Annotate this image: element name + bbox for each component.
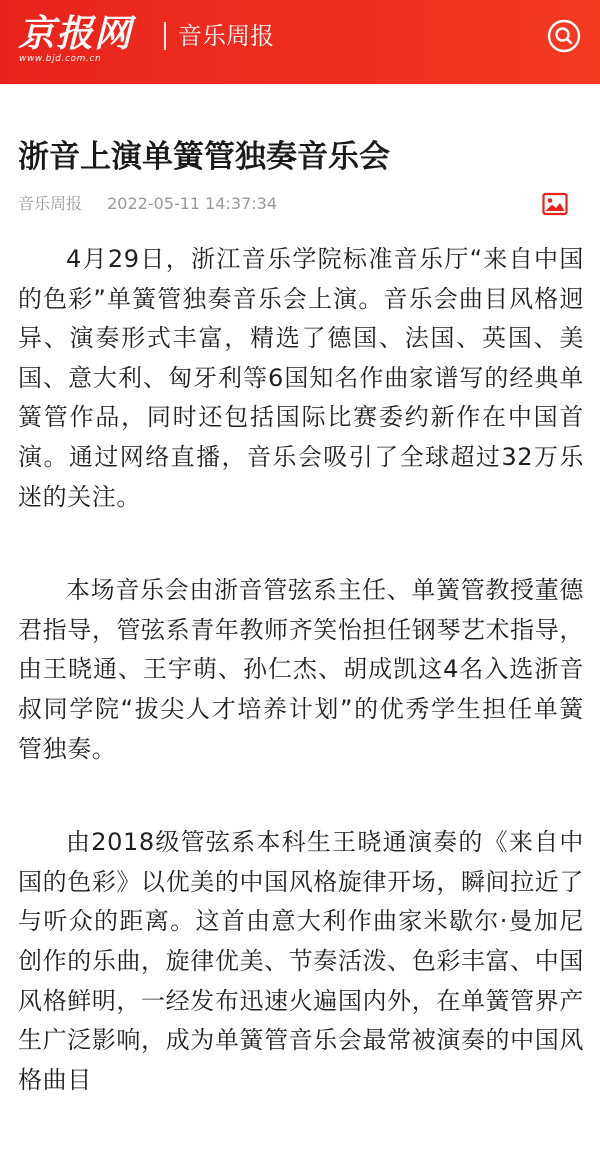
article-paragraph: 4月29日，浙江音乐学院标准音乐厅“来自中国的色彩”单簧管独奏音乐会上演。音乐会曲目风格迥异、演奏形式丰富，精选了德国、法国、英国、美国、意大利、匈牙利等6国知名作曲家谱写的经典单簧管作品，同时还包括国际比赛委约新作在中国首演。通过网络直播，音乐会吸引了全球超过32万乐迷的关注。	[18, 245, 584, 511]
article-meta	[18, 190, 584, 218]
top-bar	[0, 0, 600, 84]
header-divider	[164, 22, 166, 50]
image-icon[interactable]	[542, 192, 568, 216]
channel-name[interactable]: 音乐周报	[178, 22, 274, 50]
site-logo[interactable]	[18, 12, 148, 72]
article-source: 音乐周报	[18, 194, 83, 213]
article-paragraph: 本场音乐会由浙音管弦系主任、单簧管教授董德君指导，管弦系青年教师齐笑怡担任钢琴艺术指导，由王晓通、王宇萌、孙仁杰、胡成凯这4名入选浙音叔同学院“拔尖人才培养计划”的优秀学生担任单簧管独奏。	[18, 576, 584, 763]
article-title: 浙音上演单簧管独奏音乐会	[18, 138, 390, 175]
article-datetime: 2022-05-11 14:37:34	[107, 194, 278, 213]
logo-url: www.bjd.com.cn	[19, 54, 102, 64]
logo-text: 京报网	[18, 12, 132, 55]
article-body	[18, 240, 584, 1154]
search-button[interactable]	[546, 18, 582, 54]
search-icon	[546, 18, 582, 54]
article-paragraph: 由2018级管弦系本科生王晓通演奏的《来自中国的色彩》以优美的中国风格旋律开场，瞬间拉近了与听众的距离。这首由意大利作曲家米歇尔·曼加尼创作的乐曲，旋律优美、节奏活泼、色彩丰富、中国风格鲜明，一经发布迅速火遍国内外，在单簧管界产生广泛影响，成为单簧管音乐会最常被演奏的中国风格曲目	[18, 828, 584, 1094]
